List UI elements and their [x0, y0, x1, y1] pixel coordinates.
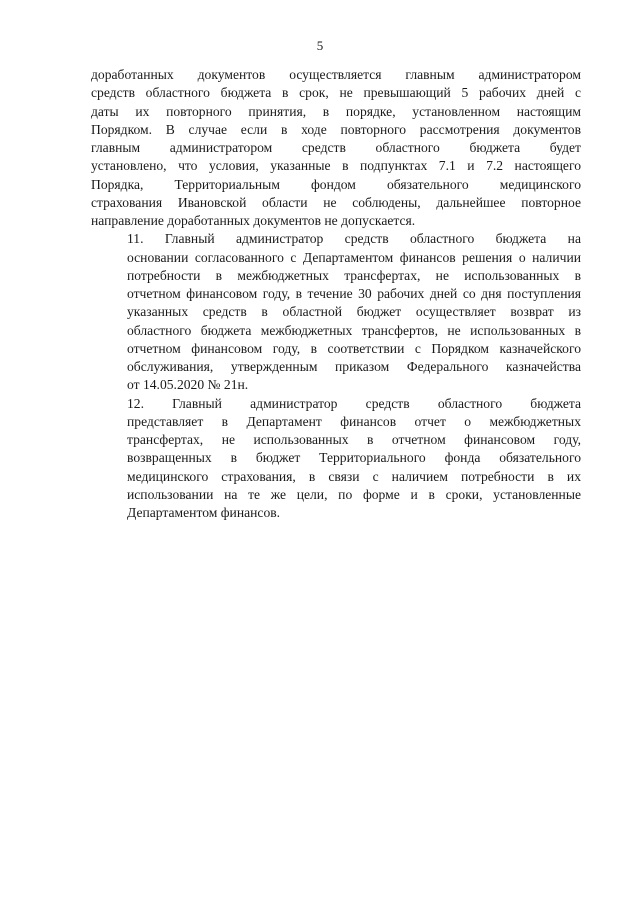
text-line: трансфертах, не использованных в отчетном финансовом году,	[127, 432, 581, 447]
text-line: использовании на те же цели, по форме и в сроки, установленные	[127, 486, 581, 502]
text-line: даты их повторного принятия, в порядке, установленном настоящим	[91, 103, 581, 119]
text-line: Департаментом финансов.	[127, 505, 281, 520]
paragraph-continuation	[91, 66, 581, 230]
page-number: 5	[316, 38, 324, 53]
text-line: направление доработанных документов не допускается.	[91, 213, 416, 228]
text-line: 11. Главный администратор средств областного бюджета на	[127, 231, 581, 247]
text-line: от 14.05.2020 № 21н.	[127, 377, 249, 393]
text-line: обслуживания, утвержденным приказом Федерального казначейства	[127, 359, 581, 374]
text-line: представляет в Департамент финансов отчет о межбюджетных	[127, 413, 581, 429]
text-line: указанных средств в областной бюджет осуществляет возврат из	[127, 304, 581, 320]
text-line: Порядком. В случае если в ходе повторного рассмотрения документов	[91, 121, 581, 137]
text-line: потребности в межбюджетных трансфертах, не использованных в	[127, 267, 581, 283]
text-line: возвращенных в бюджет Территориального фонда обязательного	[127, 450, 581, 466]
text-line: средств областного бюджета в срок, не превышающий 5 рабочих дней с	[91, 85, 581, 101]
text-line: главным администратором средств областного бюджета будет	[91, 140, 581, 155]
text-line: доработанных документов осуществляется главным администратором	[91, 67, 581, 82]
text-line: 12. Главный администратор средств областного бюджета	[127, 395, 581, 411]
text-line: страхования Ивановской области не соблюдены, дальнейшее повторное	[91, 194, 581, 210]
paragraph-12	[91, 395, 581, 523]
document-body	[91, 66, 581, 522]
text-line: областного бюджета межбюджетных трансфертов, не использованных в	[127, 322, 581, 338]
paragraph-11	[91, 230, 581, 394]
text-line: медицинского страхования, в связи с наличием потребности в их	[127, 468, 581, 484]
text-line: Порядка, Территориальным фондом обязательного медицинского	[91, 176, 581, 192]
text-line: установлено, что условия, указанные в подпунктах 7.1 и 7.2 настоящего	[91, 158, 581, 174]
text-line: отчетном финансовом году, в течение 30 рабочих дней со дня поступления	[127, 286, 581, 301]
text-line: основании согласованного с Департаментом финансов решения о наличии	[127, 249, 581, 265]
text-line: отчетном финансовом году, в соответствии с Порядком казначейского	[127, 340, 581, 356]
